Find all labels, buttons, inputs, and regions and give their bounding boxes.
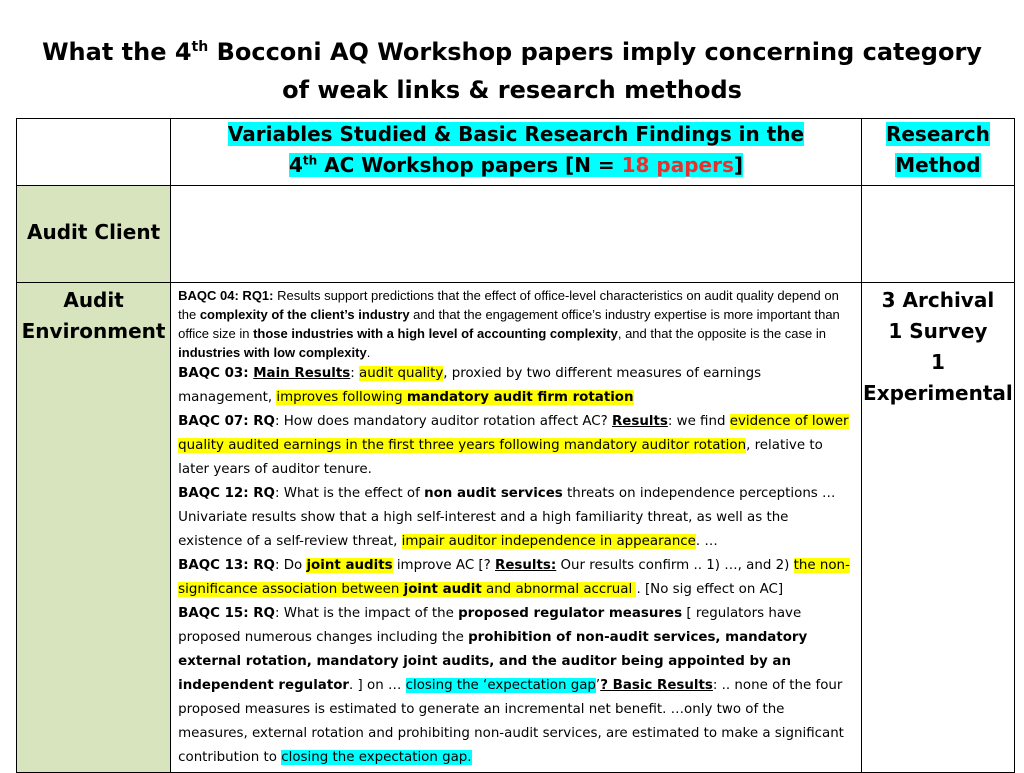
audit-client-method: [861, 186, 1014, 283]
variables-header-4: 4: [288, 153, 303, 177]
audit-environment-findings: [171, 283, 862, 773]
audit-environment-row: [17, 283, 1015, 773]
method-header-line-2: Method: [895, 153, 981, 177]
header-row: [17, 119, 1015, 186]
env-label-line-2: Environment: [21, 319, 166, 343]
variables-header-sup: th: [302, 153, 318, 168]
method-header-line-1: Research: [885, 122, 990, 146]
findings-table: [16, 118, 1015, 773]
audit-environment-label: [17, 283, 171, 773]
variables-header-cell: [171, 119, 862, 186]
audit-environment-methods: [861, 283, 1014, 773]
method-archival: 3 Archival: [881, 288, 995, 312]
variables-header-text: AC Workshop papers [N =: [317, 153, 622, 177]
audit-client-row: [17, 186, 1015, 283]
audit-client-findings: [171, 186, 862, 283]
finding-baqc-15: BAQC 15: RQ: What is the impact of the proposed regulator measures [ regulators have proposed numerous changes including the prohibition of non-audit services, mandatory external rotation, mandatory joint audits, and the auditor being appointed by an independent regulator. ] on … closing the ‘expectation gap’? Basic Results: .. none of the four proposed measures is estimated to generate an incremental net benefit. …only two of the measures, external rotation and prohibiting non-audit services, are estimated to make a significant contribution to closing the expectation gap.: [178, 606, 844, 765]
header-empty-cell: [17, 119, 171, 186]
method-header-cell: [861, 119, 1014, 186]
variables-header-close: ]: [733, 153, 744, 177]
title-part-2: Bocconi AQ Workshop papers imply concerning category: [208, 38, 982, 66]
finding-baqc-13: BAQC 13: RQ: Do joint audits improve AC [? Results: Our results confirm .. 1) …, and 2) the non-significance association between joint audit and abnormal accrual . [No sig effect on AC]: [178, 558, 850, 597]
title-superscript: th: [191, 39, 209, 55]
variables-header-line-2: [289, 153, 743, 177]
slide-title: [0, 33, 1024, 109]
method-experimental: Experimental: [863, 381, 1013, 405]
finding-baqc-03: BAQC 03: Main Results: audit quality, proxied by two different measures of earnings management, improves following mandatory audit firm rotation: [178, 366, 762, 405]
method-experimental-count: 1: [930, 350, 945, 374]
variables-header-line-1: Variables Studied & Basic Research Findings in the: [227, 122, 805, 146]
title-part-1: What the 4: [42, 38, 192, 66]
method-survey: 1 Survey: [888, 319, 988, 343]
audit-client-label: Audit Client: [17, 186, 171, 283]
finding-baqc-04: BAQC 04: RQ1: Results support predictions that the effect of office-level characteristics on audit quality depend on the complexity of the client’s industry and that the engagement office’s industry expertise is more important than office size in those industries with a high level of accounting complexity, and that the opposite is the case in industries with low complexity.: [178, 288, 840, 360]
env-label-line-1: Audit: [63, 288, 124, 312]
paper-count: 18 papers: [621, 153, 734, 177]
finding-baqc-07: BAQC 07: RQ: How does mandatory auditor rotation affect AC? Results: we find evidence of lower quality audited earnings in the first three years following mandatory auditor rotation, relative to later years of auditor tenure.: [178, 414, 849, 477]
finding-baqc-12: BAQC 12: RQ: What is the effect of non audit services threats on independence perceptions … Univariate results show that a high self-interest and a high familiarity threat, as well as the existence of a self-review threat, impair auditor independence in appearance. …: [178, 486, 836, 549]
title-line-2: of weak links & research methods: [282, 76, 742, 104]
